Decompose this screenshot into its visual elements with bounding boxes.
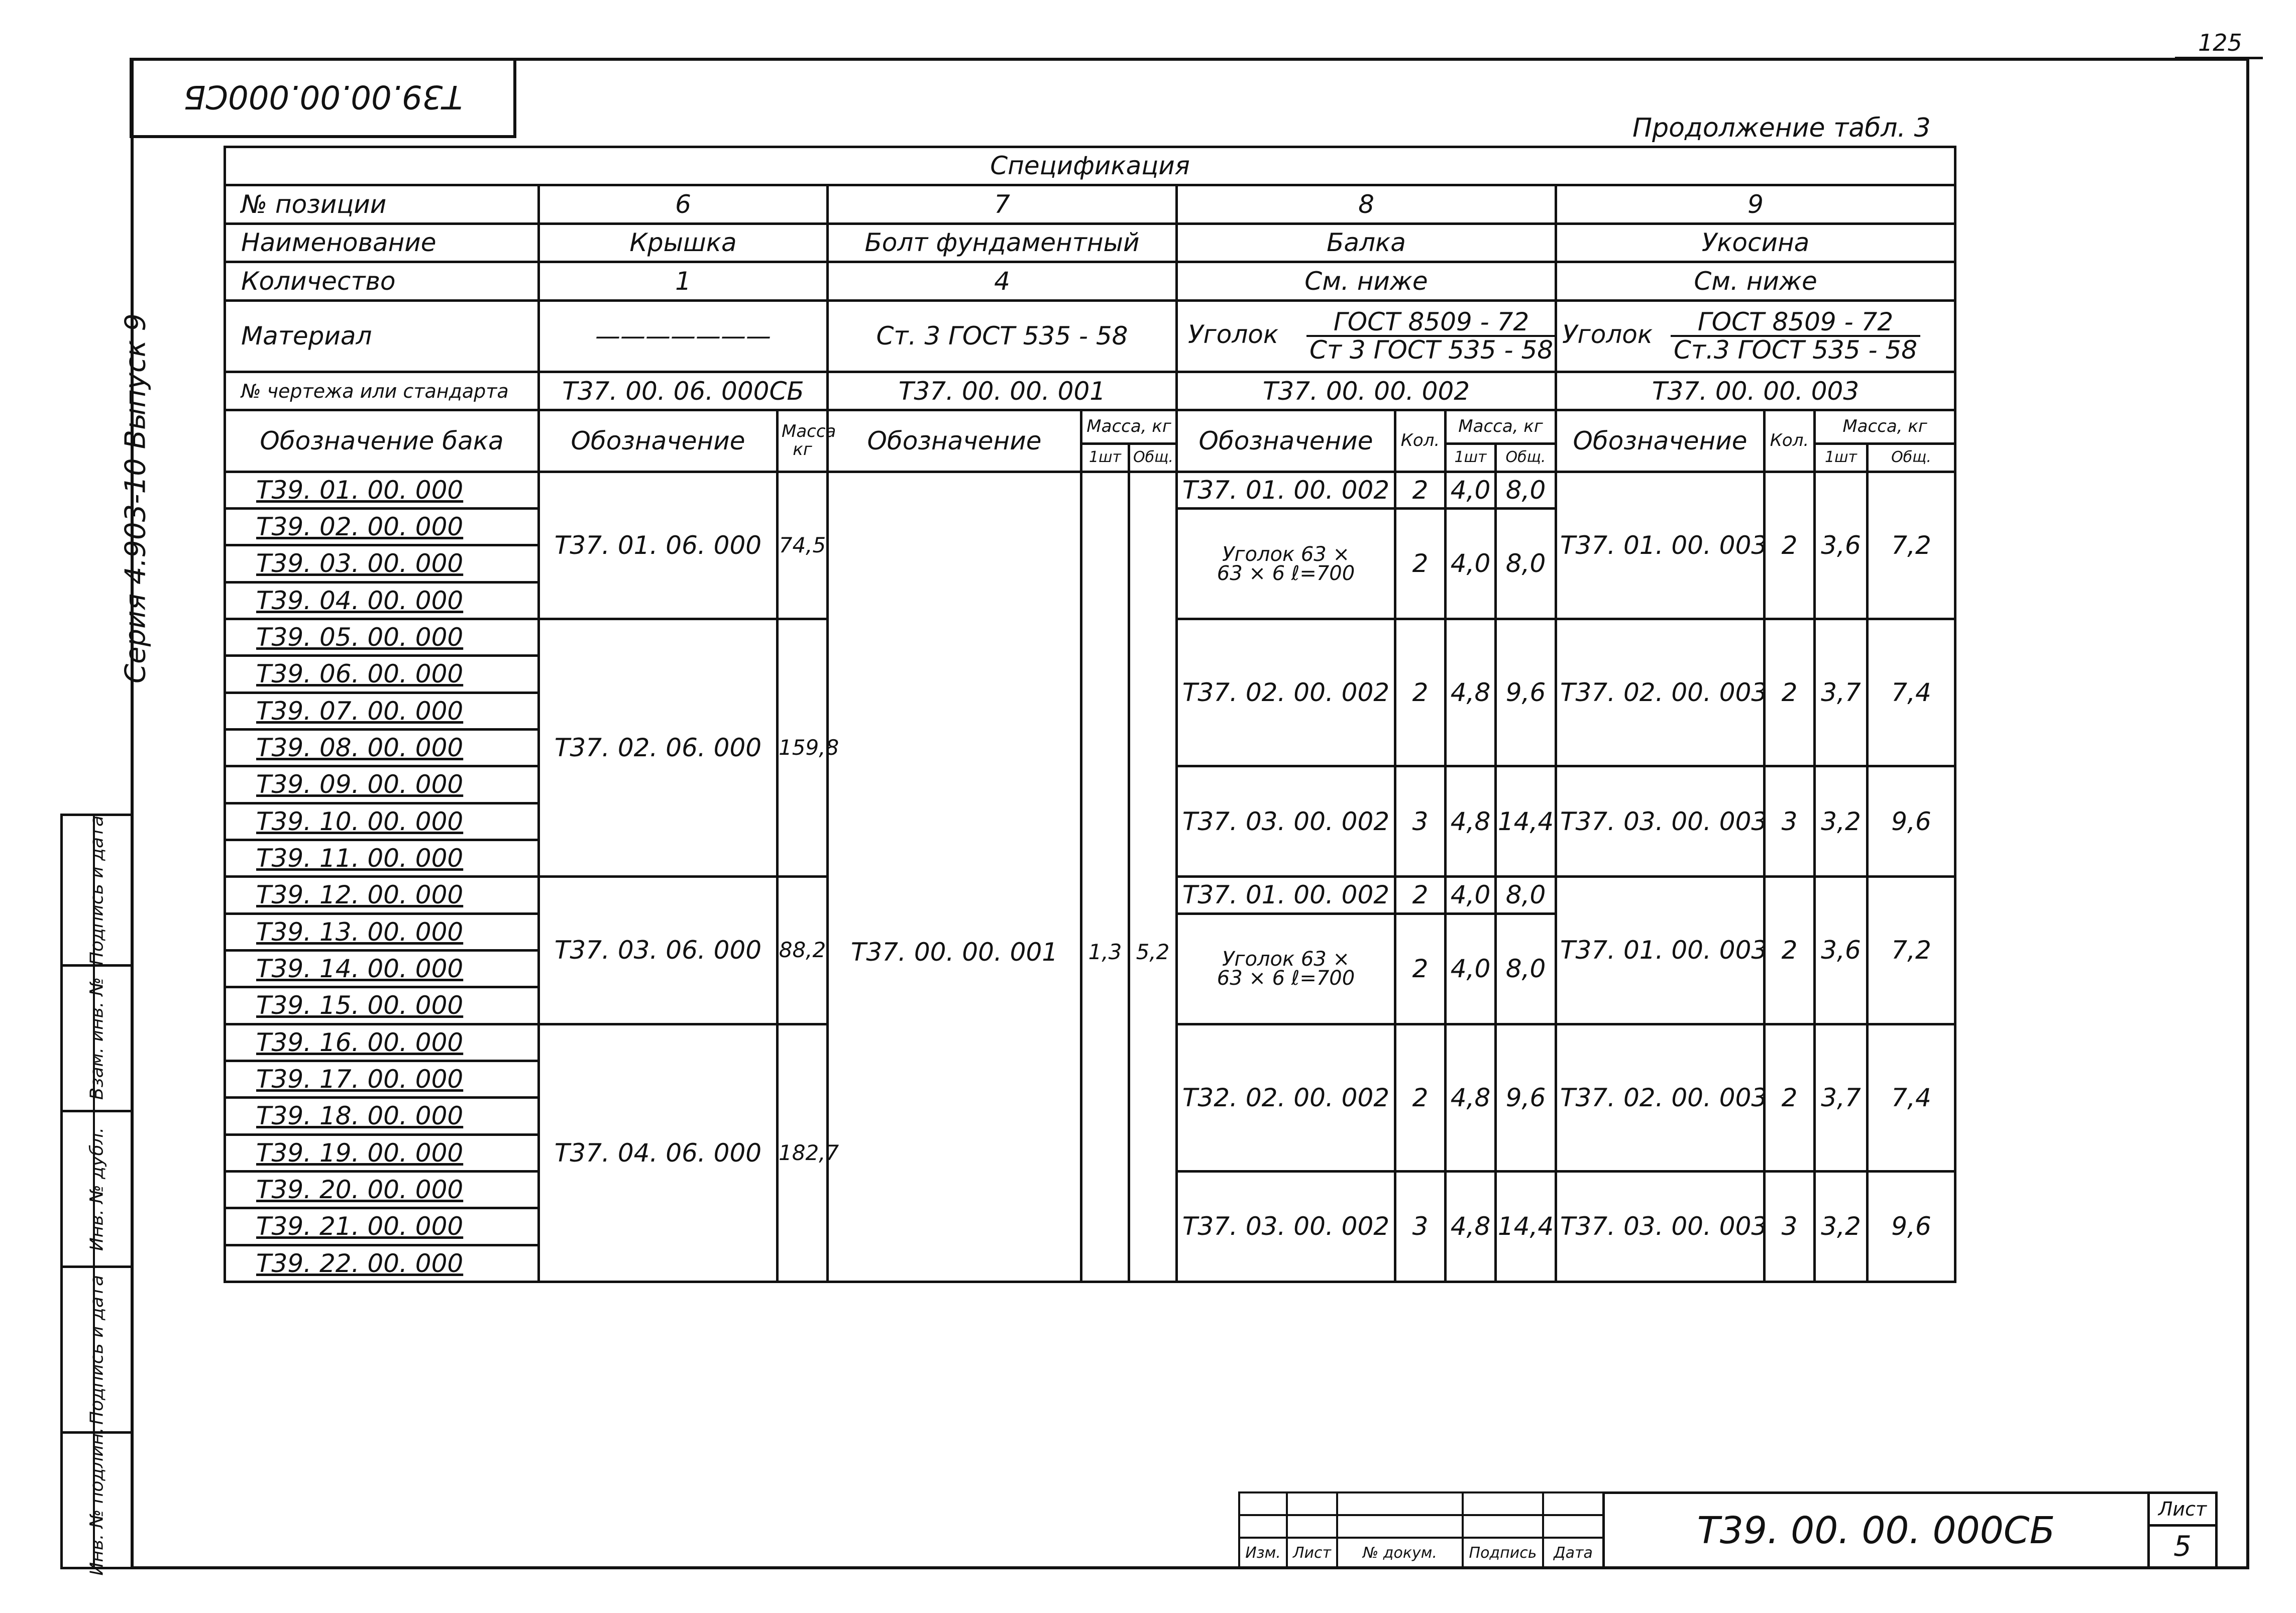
strip-label: Подпись и дата	[86, 1275, 107, 1425]
beam-mass-one: 4,0	[1446, 472, 1496, 508]
beam-mass-total: 9,6	[1496, 1024, 1556, 1171]
beam-mass-total: 14,4	[1496, 766, 1556, 877]
beam-mass-total: 8,0	[1496, 913, 1556, 1024]
drawing-value: Т37. 00. 00. 001	[828, 372, 1177, 410]
brace-mass-one: 3,6	[1815, 877, 1868, 1024]
drawing-row	[225, 372, 1955, 410]
brace-mass-total: 7,4	[1868, 619, 1955, 766]
tank-designation: Т39. 21. 00. 000	[225, 1208, 539, 1245]
header-total: Общ.	[1496, 443, 1556, 472]
header-designation: Обозначение	[1177, 410, 1395, 472]
header-designation: Обозначение	[1556, 410, 1765, 472]
spec-data-body	[225, 472, 1955, 1282]
lid-designation: Т37. 03. 06. 000	[539, 877, 778, 1024]
tank-designation: Т39. 06. 00. 000	[225, 656, 539, 693]
beam-qty: 3	[1395, 1171, 1446, 1282]
name-value: Крышка	[539, 223, 828, 262]
revision-cell	[1239, 1492, 1287, 1515]
beam-designation: Т37. 03. 00. 002	[1177, 766, 1395, 877]
brace-designation: Т37. 03. 00. 003	[1556, 1171, 1765, 1282]
header-one: 1шт	[1446, 443, 1496, 472]
brace-designation: Т37. 02. 00. 003	[1556, 619, 1765, 766]
brace-mass-one: 3,7	[1815, 1024, 1868, 1171]
beam-qty: 2	[1395, 1024, 1446, 1171]
quantity-value: 1	[539, 262, 828, 300]
brace-mass-total: 9,6	[1868, 1171, 1955, 1282]
table-continuation-caption: Продолжение табл. 3	[1632, 113, 1931, 143]
brace-mass-one: 3,6	[1815, 472, 1868, 619]
revision-label: Подпись	[1463, 1538, 1543, 1568]
row-label: № позиции	[225, 185, 539, 223]
beam-qty: 2	[1395, 877, 1446, 913]
revision-cell	[1463, 1492, 1543, 1515]
material-value	[1556, 300, 1955, 372]
tank-designation: Т39. 20. 00. 000	[225, 1171, 539, 1208]
header-designation: Обозначение	[539, 410, 778, 472]
beam-designation: Уголок 63 × 63 × 6 ℓ=700	[1177, 913, 1395, 1024]
header-qty: Кол.	[1395, 410, 1446, 472]
header-total: Общ.	[1129, 443, 1177, 472]
header-tank: Обозначение бака	[225, 410, 539, 472]
beam-mass-one: 4,0	[1446, 877, 1496, 913]
material-prefix: Уголок	[1188, 319, 1279, 349]
revision-cell	[1337, 1515, 1463, 1538]
quantity-row	[225, 262, 1955, 300]
position-row	[225, 185, 1955, 223]
revision-cell	[1463, 1515, 1543, 1538]
tank-designation: Т39. 19. 00. 000	[225, 1134, 539, 1171]
quantity-value: См. ниже	[1556, 262, 1955, 300]
bolt-designation: Т37. 00. 00. 001	[828, 472, 1081, 1282]
spec-title: Спецификация	[225, 147, 1955, 185]
strip-label: Инв. № дубл.	[86, 1127, 107, 1251]
position-value: 9	[1556, 185, 1955, 223]
name-value: Укосина	[1556, 223, 1955, 262]
bolt-mass-total: 5,2	[1129, 472, 1177, 1282]
position-value: 7	[828, 185, 1177, 223]
beam-designation: Уголок 63 × 63 × 6 ℓ=700	[1177, 509, 1395, 619]
beam-mass-total: 8,0	[1496, 877, 1556, 913]
brace-designation: Т37. 01. 00. 003	[1556, 877, 1765, 1024]
revision-cell	[1337, 1492, 1463, 1515]
beam-mass-total: 14,4	[1496, 1171, 1556, 1282]
revision-cell	[1239, 1515, 1287, 1538]
beam-designation: Т37. 03. 00. 002	[1177, 1171, 1395, 1282]
row-label: № чертежа или стандарта	[225, 372, 539, 410]
lid-designation: Т37. 02. 06. 000	[539, 619, 778, 877]
material-value	[1177, 300, 1556, 372]
beam-designation: Т37. 02. 00. 002	[1177, 619, 1395, 766]
tank-designation: Т39. 12. 00. 000	[225, 877, 539, 913]
lid-mass: 74,5	[778, 472, 828, 619]
tank-designation: Т39. 08. 00. 000	[225, 730, 539, 766]
tank-designation: Т39. 02. 00. 000	[225, 509, 539, 545]
table-row	[225, 472, 1955, 508]
name-value: Болт фундаментный	[828, 223, 1177, 262]
tank-designation: Т39. 22. 00. 000	[225, 1245, 539, 1282]
beam-mass-one: 4,0	[1446, 913, 1496, 1024]
beam-mass-total: 9,6	[1496, 619, 1556, 766]
page-number: 125	[2198, 29, 2242, 56]
sheet-label: Лист	[2150, 1494, 2215, 1527]
material-standard: ГОСТ 8509 - 72	[1306, 309, 1556, 337]
beam-qty: 2	[1395, 472, 1446, 508]
tank-designation: Т39. 07. 00. 000	[225, 693, 539, 729]
strip-cell	[63, 1112, 131, 1268]
beam-designation: Т37. 01. 00. 002	[1177, 877, 1395, 913]
revision-cell	[1287, 1492, 1337, 1515]
brace-mass-one: 3,2	[1815, 766, 1868, 877]
revision-label: Дата	[1543, 1538, 1603, 1568]
tank-designation: Т39. 16. 00. 000	[225, 1024, 539, 1061]
header-mass: Масса, кг	[1815, 410, 1955, 443]
revision-cell	[1543, 1492, 1603, 1515]
material-fraction	[1671, 309, 1920, 364]
strip-cell	[63, 1427, 131, 1576]
lid-mass: 159,8	[778, 619, 828, 877]
tank-designation: Т39. 04. 00. 000	[225, 582, 539, 619]
brace-mass-total: 9,6	[1868, 766, 1955, 877]
brace-designation: Т37. 01. 00. 003	[1556, 472, 1765, 619]
lid-mass: 88,2	[778, 877, 828, 1024]
material-standard: ГОСТ 8509 - 72	[1671, 309, 1920, 337]
brace-mass-total: 7,2	[1868, 877, 1955, 1024]
material-grade: Ст.3 ГОСТ 535 - 58	[1673, 335, 1918, 365]
tank-designation: Т39. 03. 00. 000	[225, 545, 539, 582]
beam-mass-one: 4,8	[1446, 766, 1496, 877]
brace-mass-total: 7,4	[1868, 1024, 1955, 1171]
material-fraction	[1306, 309, 1556, 364]
material-row	[225, 300, 1955, 372]
material-value: Ст. 3 ГОСТ 535 - 58	[828, 300, 1177, 372]
brace-qty: 2	[1765, 619, 1815, 766]
beam-designation: Т32. 02. 00. 002	[1177, 1024, 1395, 1171]
strip-label: Подпись и дата	[86, 815, 107, 965]
beam-mass-one: 4,0	[1446, 509, 1496, 619]
beam-qty: 2	[1395, 509, 1446, 619]
header-total: Общ.	[1868, 443, 1955, 472]
specification-table	[224, 146, 1956, 1283]
position-value: 8	[1177, 185, 1556, 223]
brace-mass-one: 3,7	[1815, 619, 1868, 766]
tank-designation: Т39. 11. 00. 000	[225, 840, 539, 877]
beam-mass-one: 4,8	[1446, 1171, 1496, 1282]
brace-designation: Т37. 02. 00. 003	[1556, 1024, 1765, 1171]
revision-cell	[1287, 1515, 1337, 1538]
tank-designation: Т39. 05. 00. 000	[225, 619, 539, 656]
material-prefix: Уголок	[1562, 319, 1653, 349]
lid-mass: 182,7	[778, 1024, 828, 1282]
header-row-1	[225, 410, 1955, 443]
strip-cell	[63, 1268, 131, 1434]
series-label-text: Серия 4.903-10 Выпуск 9	[119, 313, 152, 683]
tank-designation: Т39. 14. 00. 000	[225, 950, 539, 987]
header-mass: Масса, кг	[1081, 410, 1177, 443]
brace-designation: Т37. 03. 00. 003	[1556, 766, 1765, 877]
beam-mass-one: 4,8	[1446, 1024, 1496, 1171]
name-row	[225, 223, 1955, 262]
brace-qty: 2	[1765, 1024, 1815, 1171]
name-value: Балка	[1177, 223, 1556, 262]
revision-cell	[1543, 1515, 1603, 1538]
beam-qty: 2	[1395, 913, 1446, 1024]
revision-label: № докум.	[1337, 1538, 1463, 1568]
revision-grid	[1238, 1491, 1604, 1569]
beam-qty: 2	[1395, 619, 1446, 766]
beam-qty: 3	[1395, 766, 1446, 877]
inverted-stamp-text: Т39.00.00.000СБ	[183, 78, 463, 115]
tank-designation: Т39. 10. 00. 000	[225, 803, 539, 840]
row-label: Наименование	[225, 223, 539, 262]
row-label: Количество	[225, 262, 539, 300]
tank-designation: Т39. 01. 00. 000	[225, 472, 539, 508]
material-value: ———————	[539, 300, 828, 372]
row-label: Материал	[225, 300, 539, 372]
header-designation: Обозначение	[828, 410, 1081, 472]
header-mass: Масса кг	[778, 410, 828, 472]
beam-designation: Т37. 01. 00. 002	[1177, 472, 1395, 508]
sheet-box	[2147, 1491, 2218, 1569]
header-one: 1шт	[1081, 443, 1129, 472]
drawing-value: Т37. 00. 00. 002	[1177, 372, 1556, 410]
left-signature-strip	[60, 814, 131, 1576]
header-mass: Масса, кг	[1446, 410, 1556, 443]
beam-mass-total: 8,0	[1496, 472, 1556, 508]
strip-label: Взам. инв. №	[86, 977, 107, 1100]
sheet-number: 5	[2173, 1530, 2192, 1563]
tank-designation: Т39. 15. 00. 000	[225, 987, 539, 1024]
header-qty: Кол.	[1765, 410, 1815, 472]
header-one: 1шт	[1815, 443, 1868, 472]
tank-designation: Т39. 18. 00. 000	[225, 1098, 539, 1134]
bolt-mass-one: 1,3	[1081, 472, 1129, 1282]
brace-mass-one: 3,2	[1815, 1171, 1868, 1282]
brace-mass-total: 7,2	[1868, 472, 1955, 619]
quantity-value: 4	[828, 262, 1177, 300]
brace-qty: 2	[1765, 472, 1815, 619]
drawing-value: Т37. 00. 06. 000СБ	[539, 372, 828, 410]
spec-title-row	[225, 147, 1955, 185]
top-mark-line	[2175, 57, 2263, 59]
strip-cell	[63, 967, 131, 1112]
position-value: 6	[539, 185, 828, 223]
lid-designation: Т37. 04. 06. 000	[539, 1024, 778, 1282]
strip-cell	[63, 816, 131, 967]
title-block	[1238, 1491, 2248, 1569]
brace-qty: 3	[1765, 1171, 1815, 1282]
drawing-value: Т37. 00. 00. 003	[1556, 372, 1955, 410]
lid-designation: Т37. 01. 06. 000	[539, 472, 778, 619]
document-designation: Т39. 00. 00. 000СБ	[1602, 1491, 2147, 1569]
beam-mass-total: 8,0	[1496, 509, 1556, 619]
brace-qty: 2	[1765, 877, 1815, 1024]
revision-label: Изм.	[1239, 1538, 1287, 1568]
brace-qty: 3	[1765, 766, 1815, 877]
tank-designation: Т39. 09. 00. 000	[225, 766, 539, 803]
tank-designation: Т39. 17. 00. 000	[225, 1061, 539, 1097]
tank-designation: Т39. 13. 00. 000	[225, 913, 539, 950]
quantity-value: См. ниже	[1177, 262, 1556, 300]
beam-mass-one: 4,8	[1446, 619, 1496, 766]
material-grade: Ст 3 ГОСТ 535 - 58	[1309, 335, 1554, 365]
inverted-stamp	[130, 58, 516, 138]
strip-label: Инв. № подлин.	[86, 1427, 107, 1576]
revision-label: Лист	[1287, 1538, 1337, 1568]
